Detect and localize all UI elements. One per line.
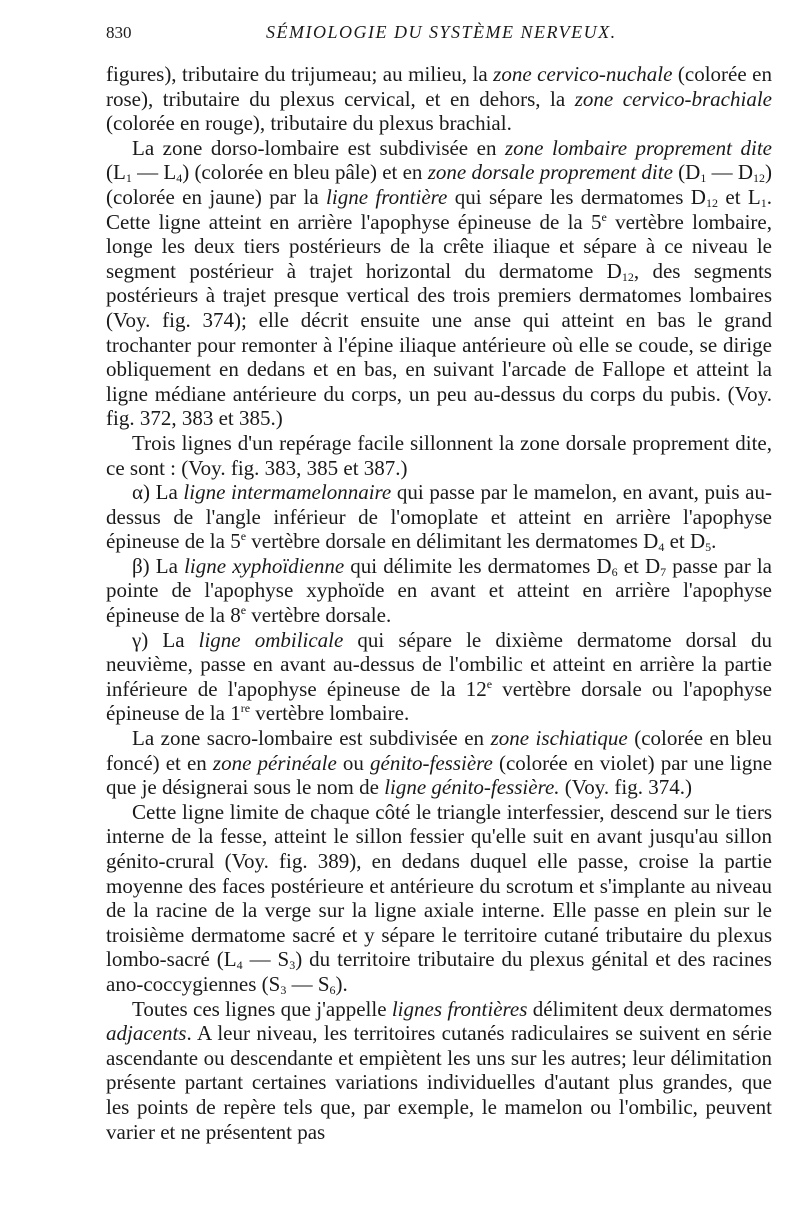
- page-header: [106, 22, 772, 60]
- text-run: (colorée en bleu foncé) et en: [106, 726, 772, 775]
- subscript: 1: [700, 171, 707, 186]
- text-run: α) La: [132, 480, 184, 505]
- text-run: — S: [242, 947, 290, 972]
- superscript: e: [240, 603, 247, 618]
- text-run: .: [711, 529, 717, 554]
- text-run: La zone sacro-lombaire est subdivisée en: [132, 726, 491, 751]
- text-run: vertèbre dorsale en délimitant les dermatomes D: [246, 529, 659, 554]
- italic-term: zone dorsale proprement dite: [427, 160, 673, 185]
- superscript: re: [240, 701, 251, 716]
- text-run: — S: [286, 971, 330, 996]
- subscript: 6: [329, 982, 336, 997]
- text-run: ).: [335, 971, 348, 996]
- text-run: Toutes ces lignes que j'appelle: [132, 996, 392, 1021]
- paragraph: [106, 554, 772, 628]
- paragraph: [106, 62, 772, 136]
- subscript: 1: [125, 171, 132, 186]
- superscript: e: [601, 209, 607, 224]
- italic-term: génito-fessière: [370, 750, 493, 775]
- text-run: (colorée en violet) par une ligne que je désignerai sous le nom de: [106, 750, 773, 800]
- superscript: e: [240, 529, 247, 544]
- text-run: qui sépare les dermatomes D: [447, 184, 706, 209]
- subscript: 4: [236, 958, 243, 973]
- subscript: 12: [621, 269, 634, 284]
- text-run: vertèbre lombaire.: [250, 701, 410, 726]
- text-run: γ) La: [132, 627, 199, 652]
- text-run: ou: [336, 750, 371, 775]
- text-run: figures), tributaire du trijumeau; au milieu, la: [106, 62, 494, 86]
- text-run: ) (colorée en bleu pâle) et en: [182, 160, 428, 185]
- italic-term: lignes frontières: [391, 996, 528, 1021]
- subscript: 7: [660, 564, 667, 579]
- text-run: et D: [664, 529, 706, 554]
- text-run: (colorée en rouge), tributaire du plexus brachial.: [106, 111, 512, 136]
- body-text: [106, 62, 772, 1144]
- italic-term: ligne xyphoïdienne: [184, 553, 345, 578]
- text-run: (colorée en rose), tributaire du plexus cervical, et en dehors, la: [106, 62, 772, 111]
- paragraph: [106, 480, 772, 554]
- text-run: qui sépare le dixième dermatome dorsal du neuvième, passe en avant au-dessus de l'ombilic et atteint en arrière la partie inférieure de l'apophyse épineuse de la 12: [106, 627, 773, 701]
- italic-term: zone lombaire proprement dite: [504, 135, 772, 160]
- text-run: β) La: [132, 553, 185, 578]
- text-run: La zone dorso-lombaire est subdivisée en: [132, 135, 505, 160]
- subscript: 1: [760, 195, 767, 210]
- paragraph: [106, 628, 772, 726]
- text-run: délimitent deux dermatomes: [527, 996, 772, 1021]
- text-run: . Cette ligne atteint en arrière l'apophyse épineuse de la 5: [106, 184, 773, 234]
- superscript: e: [486, 676, 493, 691]
- italic-term: zone ischiatique: [490, 726, 628, 751]
- text-run: (D: [672, 160, 701, 185]
- running-title: SÉMIOLOGIE DU SYSTÈME NERVEUX.: [266, 22, 617, 42]
- subscript: 6: [611, 564, 618, 579]
- page-number: 830: [106, 23, 132, 42]
- text-run: , des segments postérieurs à trajet presque vertical des trois premiers dermatomes lombaires (Voy. fig. 374); elle décrit ensuite une anse qui atteint en bas le grand trochanter pour remonter à l'épine iliaque antérieure où elle se coude, se dirige obliquement en dedans et en bas, en suivant l'arcade de Fallope et atteint la ligne médiane antérieure du corps, un peu au-dessus du corps du pubis. (Voy. fig. 372, 383 et 385.): [106, 258, 772, 431]
- text-run: Cette ligne limite de chaque côté le triangle interfessier, descend sur le tiers interne de la fesse, atteint le sillon fessier qu'elle suit en avant jusqu'au sillon génito-crural (Voy. fig. 389), en dedans duquel elle passe, croise la partie moyenne des faces postérieure et antérieure du scrotum et s'implante au niveau de la racine de la verge sur la ligne axiale interne. Elle passe en plein sur le troisième dermatome sacré et y sépare le territoire cutané tributaire du plexus lombo-sacré (L: [106, 799, 772, 972]
- paragraph: [106, 136, 772, 431]
- text-run: ) du territoire tributaire du plexus génital et des racines ano-coccygiennes (S: [106, 947, 772, 996]
- text-run: — D: [706, 160, 753, 185]
- text-run: vertèbre dorsale ou l'apophyse épineuse de la 1: [106, 676, 773, 726]
- text-run: vertèbre lombaire, longe les deux tiers postérieurs de la crête iliaque et sépare à ce niveau le segment postérieur à trajet horizontal du dermatome D: [106, 209, 772, 283]
- italic-term: ligne ombilicale: [198, 627, 344, 652]
- subscript: 4: [658, 540, 665, 555]
- text-run: et D: [617, 553, 661, 578]
- subscript: 3: [280, 982, 287, 997]
- paragraph: [106, 726, 772, 800]
- text-run: — L: [131, 160, 177, 185]
- subscript: 4: [176, 171, 183, 186]
- text-run: et L: [717, 184, 761, 209]
- italic-term: zone périnéale: [212, 750, 337, 775]
- italic-term: ligne intermamelonnaire: [183, 480, 392, 505]
- paragraph: [106, 997, 772, 1145]
- text-run: qui passe par le mamelon, en avant, puis au-dessus de l'angle inférieur de l'omoplate et atteint en arrière l'apophyse épineuse de la 5: [106, 480, 772, 554]
- text-run: passe par la pointe de l'apophyse xyphoïde en avant et atteint en arrière l'apophyse épineuse de la 8: [106, 553, 772, 628]
- text-run: . A leur niveau, les territoires cutanés radiculaires se suivent en série ascendante ou descendante et empiètent les uns sur les autres; leur délimitation présente partant certaines variations individuelles d'autant plus grandes, que les points de repère tels que, par exemple, le mamelon ou l'ombilic, peuvent varier et ne présentent pas: [106, 1021, 772, 1144]
- italic-term: adjacents: [106, 1021, 187, 1046]
- paragraph: [106, 431, 772, 480]
- text-run: Trois lignes d'un repérage facile sillonnent la zone dorsale proprement dite, ce sont : (Voy. fig. 383, 385 et 387.): [106, 430, 772, 480]
- italic-term: ligne frontière: [326, 184, 448, 209]
- subscript: 5: [705, 540, 712, 555]
- text-run: ) (colorée en jaune) par la: [106, 160, 772, 209]
- subscript: 12: [753, 171, 765, 186]
- subscript: 12: [705, 195, 718, 210]
- text-run: (L: [106, 160, 126, 185]
- italic-term: zone cervico-nuchale: [493, 62, 673, 86]
- subscript: 3: [289, 958, 296, 973]
- italic-term: ligne génito-fessière.: [384, 775, 560, 800]
- text-run: vertèbre dorsale.: [246, 603, 392, 628]
- paragraph: [106, 800, 772, 997]
- italic-term: zone cervico-brachiale: [574, 86, 772, 111]
- text-run: (Voy. fig. 374.): [559, 775, 692, 800]
- text-run: qui délimite les dermatomes D: [344, 553, 612, 578]
